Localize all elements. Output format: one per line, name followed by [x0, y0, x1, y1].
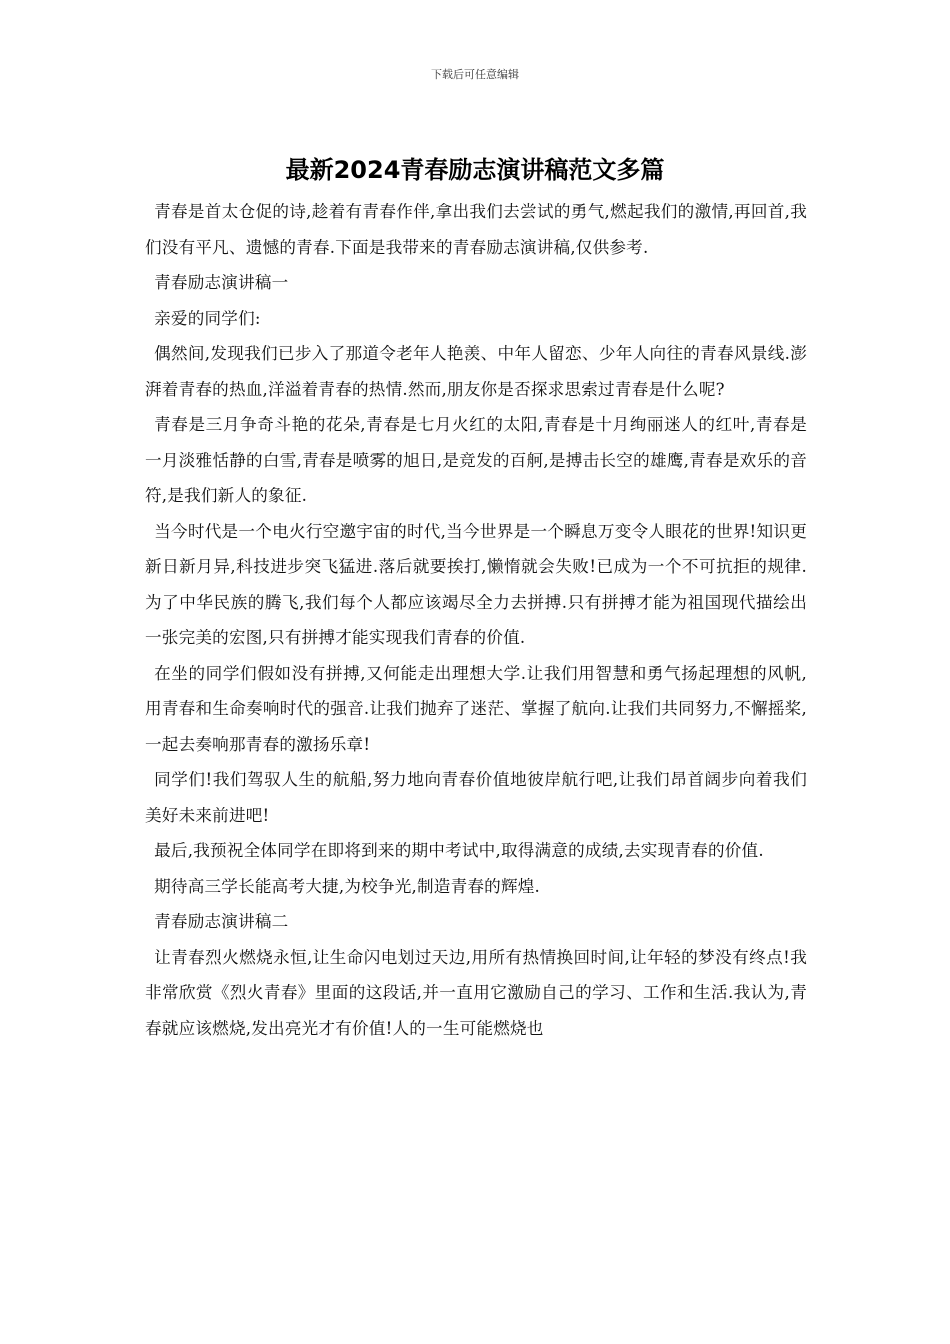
section-heading-2: 青春励志演讲稿二 — [154, 912, 289, 931]
paragraph: 让青春烈火燃烧永恒,让生命闪电划过天边,用所有热情换回时间,让年轻的梦没有终点!我非常欣赏《烈火青春》里面的这段话,并一直用它激励自己的学习、工作和生活.我认为,青春就应该燃烧,发出亮光才有价值!人的一生可能燃烧也 — [145, 947, 807, 1038]
salutation: 亲爱的同学们: — [154, 308, 261, 328]
paragraph: 偶然间,发现我们已步入了那道令老年人艳羡、中年人留恋、少年人向往的青春风景线.澎湃着青春的热血,洋溢着青春的热情.然而,朋友你是否探求思索过青春是什么呢? — [145, 344, 807, 399]
paragraph: 同学们!我们驾驭人生的航船,努力地向青春价值地彼岸航行吧,让我们昂首阔步向着我们美好未来前进吧! — [145, 770, 807, 825]
paragraph: 最后,我预祝全体同学在即将到来的期中考试中,取得满意的成绩,去实现青春的价值. — [154, 841, 764, 860]
document-body — [145, 194, 807, 1046]
document-title: 最新2024青春励志演讲稿范文多篇 — [285, 156, 665, 184]
paragraph: 在坐的同学们假如没有拼搏,又何能走出理想大学.让我们用智慧和勇气扬起理想的风帆,用青春和生命奏响时代的强音.让我们抛弃了迷茫、掌握了航向.让我们共同努力,不懈摇桨,一起去奏响那青春的激扬乐章! — [145, 663, 807, 754]
paragraph: 当今时代是一个电火行空邀宇宙的时代,当今世界是一个瞬息万变令人眼花的世界!知识更新日新月异,科技进步突飞猛进.落后就要挨打,懒惰就会失败!已成为一个不可抗拒的规律.为了中华民族的腾飞,我们每个人都应该竭尽全力去拼搏.只有拼搏才能为祖国现代描绘出一张完美的宏图,只有拼搏才能实现我们青春的价值. — [145, 521, 807, 647]
paragraph-intro: 青春是首太仓促的诗,趁着有青春作伴,拿出我们去尝试的勇气,燃起我们的激情,再回首,我们没有平凡、遗憾的青春.下面是我带来的青春励志演讲稿,仅供参考. — [145, 202, 807, 257]
header-note: 下载后可任意编辑 — [431, 68, 519, 81]
paragraph: 青春是三月争奇斗艳的花朵,青春是七月火红的太阳,青春是十月绚丽迷人的红叶,青春是一月淡雅恬静的白雪,青春是喷雾的旭日,是竞发的百舸,是搏击长空的雄鹰,青春是欢乐的音符,是我们新人的象征. — [145, 415, 807, 505]
paragraph: 期待高三学长能高考大捷,为校争光,制造青春的辉煌. — [154, 876, 541, 896]
section-heading-1: 青春励志演讲稿一 — [154, 273, 289, 292]
